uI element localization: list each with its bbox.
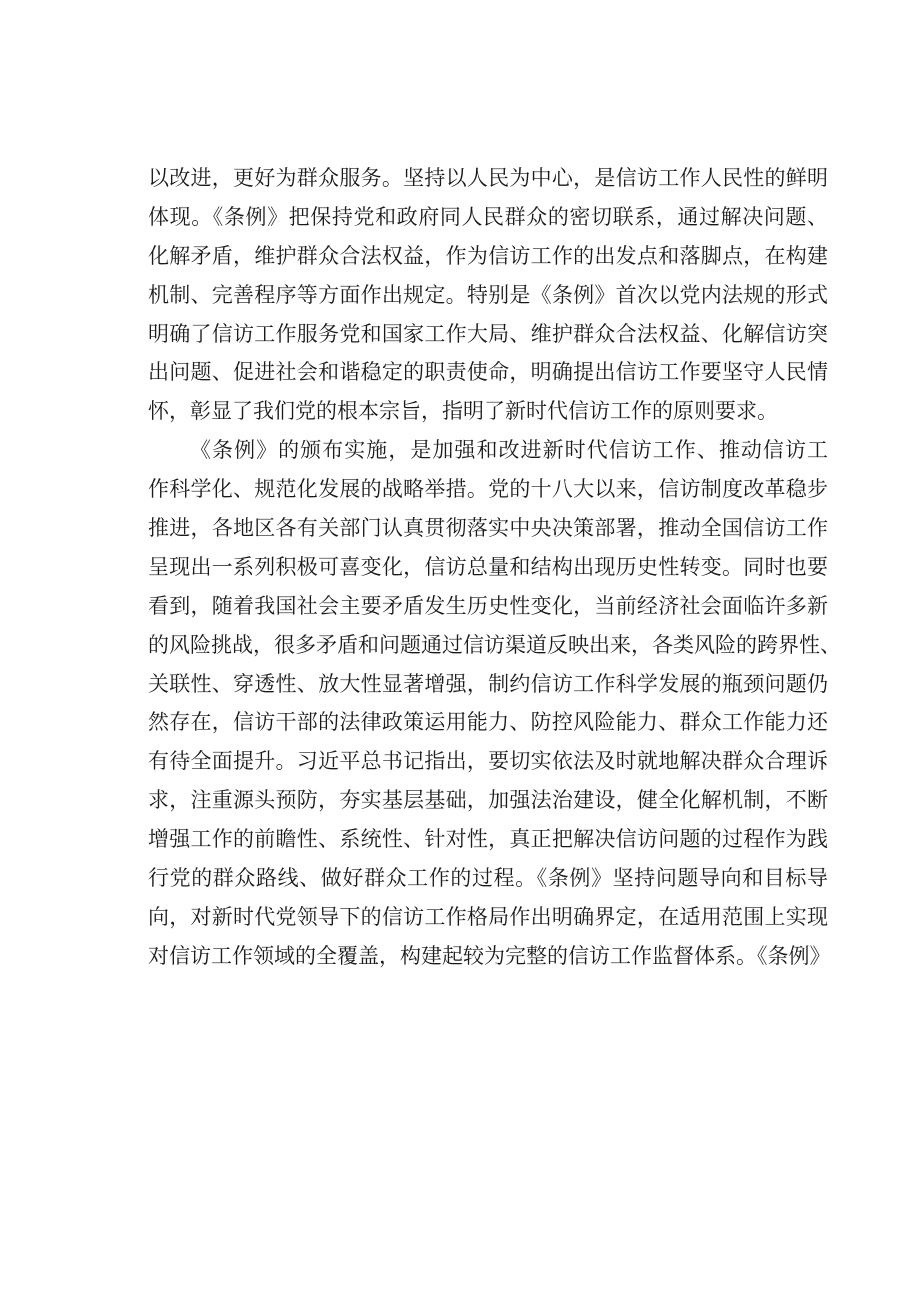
text-line: 出问题、促进社会和谐稳定的职责使命，明确提出信访工作要坚守人民情 bbox=[148, 360, 828, 385]
text-line: 然存在，信访干部的法律政策运用能力、防控风险能力、群众工作能力还 bbox=[148, 710, 828, 735]
text-line: 看到，随着我国社会主要矛盾发生历史性变化，当前经济社会面临许多新 bbox=[148, 593, 828, 618]
text-line: 行党的群众路线、做好群众工作的过程。《条例》坚持问题导向和目标导 bbox=[148, 866, 828, 891]
text-line: 求，注重源头预防，夯实基层基础，加强法治建设，健全化解机制，不断 bbox=[148, 788, 828, 813]
paragraph-2 bbox=[148, 431, 841, 1014]
document-body bbox=[148, 159, 841, 1015]
text-line bbox=[148, 976, 828, 1015]
text-line: 《条例》的颁布实施，是加强和改进新时代信访工作、推动信访工 bbox=[190, 438, 828, 463]
text-line: 向，对新时代党领导下的信访工作格局作出明确界定，在适用范围上实现 bbox=[148, 904, 828, 929]
text-line: 推进，各地区各有关部门认真贯彻落实中央决策部署，推动全国信访工作 bbox=[148, 516, 828, 541]
text-line: 呈现出一系列积极可喜变化，信访总量和结构出现历史性转变。同时也要 bbox=[148, 554, 828, 579]
paragraph-1 bbox=[148, 159, 828, 431]
text-line: 怀，彰显了我们党的根本宗旨，指明了新时代信访工作的原则要求。 bbox=[148, 399, 778, 424]
text-line: 对信访工作领域的全覆盖，构建起较为完整的信访工作监督体系。《条例》 bbox=[148, 943, 831, 968]
text-line: 以改进，更好为群众服务。坚持以人民为中心，是信访工作人民性的鲜明 bbox=[148, 166, 828, 190]
text-line: 化解矛盾，维护群众合法权益，作为信访工作的出发点和落脚点，在构建 bbox=[148, 243, 828, 268]
text-line: 机制、完善程序等方面作出规定。特别是《条例》首次以党内法规的形式 bbox=[148, 282, 828, 307]
text-line: 增强工作的前瞻性、系统性、针对性，真正把解决信访问题的过程作为践 bbox=[148, 827, 828, 852]
text-line: 体现。《条例》把保持党和政府同人民群众的密切联系，通过解决问题、 bbox=[148, 204, 828, 229]
text-line: 的风险挑战，很多矛盾和问题通过信访渠道反映出来，各类风险的跨界性、 bbox=[148, 632, 841, 657]
text-line: 关联性、穿透性、放大性显著增强，制约信访工作科学发展的瓶颈问题仍 bbox=[148, 671, 828, 696]
text-line: 作科学化、规范化发展的战略举措。党的十八大以来，信访制度改革稳步 bbox=[148, 477, 828, 502]
text-line: 明确了信访工作服务党和国家工作大局、维护群众合法权益、化解信访突 bbox=[148, 321, 828, 346]
text-line: 有待全面提升。习近平总书记指出，要切实依法及时就地解决群众合理诉 bbox=[148, 749, 828, 774]
